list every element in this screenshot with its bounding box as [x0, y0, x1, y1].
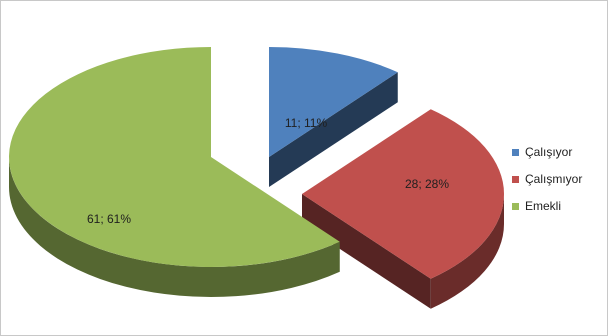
pie-slice-label: 61; 61%	[86, 212, 132, 226]
chart-legend	[512, 144, 582, 214]
legend-label: Çalışmıyor	[525, 172, 583, 186]
legend-item	[512, 171, 582, 187]
legend-item	[512, 144, 582, 160]
legend-label: Çalışıyor	[525, 145, 573, 159]
legend-swatch	[512, 149, 519, 156]
legend-label: Emekli	[525, 199, 562, 213]
legend-swatch	[512, 176, 519, 183]
pie-slice-label: 28; 28%	[404, 177, 450, 191]
legend-swatch	[512, 203, 519, 210]
legend-item	[512, 198, 582, 214]
pie-slice-label: 11; 11%	[284, 116, 328, 130]
